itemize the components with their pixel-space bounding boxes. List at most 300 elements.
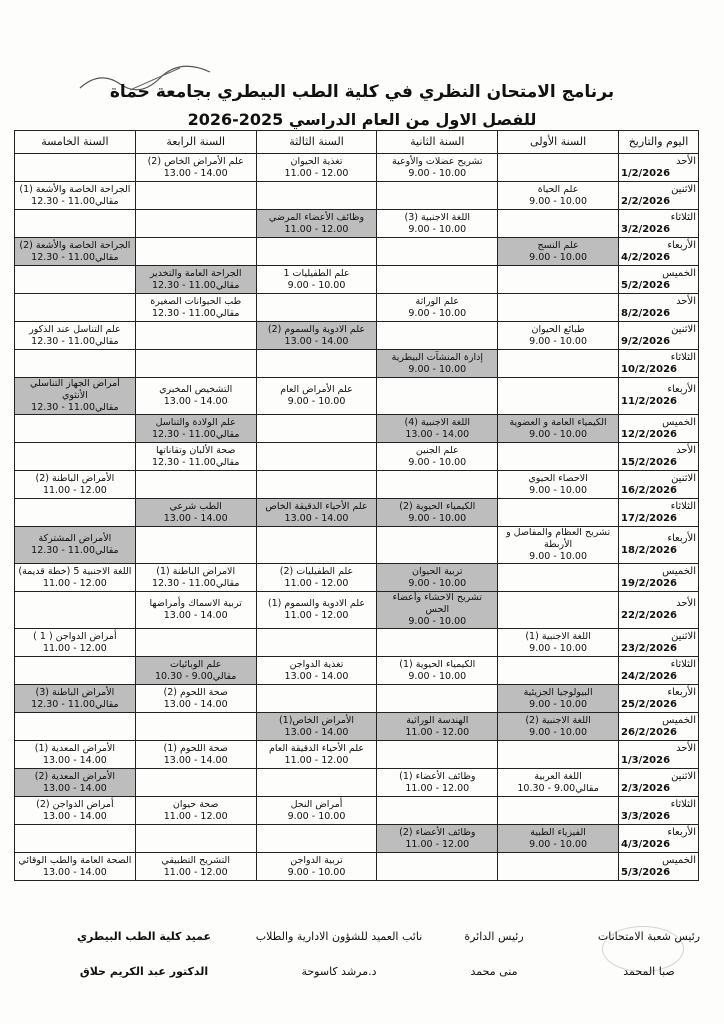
exam-date: 9/2/2026 [620, 335, 671, 347]
exam-subject: علم الأمراض العام [280, 384, 353, 395]
exam-cell-year-5 [15, 294, 136, 322]
table-row [15, 415, 699, 443]
day-name: الاثنين [671, 183, 696, 195]
signature-dept-head [444, 930, 544, 978]
exam-cell-year-2 [377, 471, 498, 499]
exam-date: 1/2/2026 [620, 167, 671, 179]
day-date-cell [618, 564, 698, 592]
exam-time: مقالي11.00 - 12.30 [31, 251, 119, 263]
exam-time: 14.00 - 13.00 [163, 610, 228, 621]
exam-cell-year-4 [135, 527, 256, 564]
header-year-5: السنة الخامسة [15, 131, 136, 154]
exam-cell-year-5 [15, 685, 136, 713]
exam-subject: تربية الدواجن [290, 854, 343, 866]
exam-time: 12.00 - 11.00 [42, 642, 107, 654]
table-row [15, 266, 699, 294]
exam-cell-year-5 [15, 238, 136, 266]
exam-time: 14.00 - 13.00 [163, 167, 228, 179]
exam-time: 12.00 - 11.00 [163, 866, 228, 878]
exam-time: مقالي11.00 - 12.30 [31, 402, 119, 413]
day-date-cell [618, 499, 698, 527]
header-year-2: السنة الثانية [377, 131, 498, 154]
exam-cell-year-2 [377, 825, 498, 853]
exam-cell-year-3 [256, 378, 377, 415]
day-name: الخميس [662, 714, 696, 726]
exam-cell-year-4 [135, 499, 256, 527]
exam-subject: الجراحة الخاصة والأشعة (1) [19, 183, 131, 195]
exam-cell-year-2 [377, 657, 498, 685]
exam-date: 15/2/2026 [620, 456, 677, 468]
exam-time: 10.00 - 9.00 [529, 726, 587, 738]
exam-cell-year-4 [135, 713, 256, 741]
exam-cell-year-3 [256, 769, 377, 797]
day-name: الاثنين [671, 472, 696, 484]
exam-subject: علم الوراثة [415, 295, 460, 307]
exam-time: 14.00 - 13.00 [163, 396, 228, 407]
day-name: الأربعاء [667, 686, 696, 698]
day-date-cell [618, 182, 698, 210]
exam-cell-year-4 [135, 294, 256, 322]
day-date-cell [618, 657, 698, 685]
exam-cell-year-3 [256, 210, 377, 238]
exam-cell-year-4 [135, 825, 256, 853]
exam-cell-year-3 [256, 685, 377, 713]
exam-cell-year-5 [15, 350, 136, 378]
table-row [15, 378, 699, 415]
header-year-1: السنة الأولى [498, 131, 619, 154]
table-row [15, 350, 699, 378]
exam-date: 25/2/2026 [620, 698, 677, 710]
exam-cell-year-5 [15, 592, 136, 629]
day-name: الاثنين [671, 323, 696, 335]
day-date-cell [618, 378, 698, 415]
exam-subject: اللغة العربية [534, 770, 582, 782]
exam-cell-year-3 [256, 238, 377, 266]
exam-subject: تشريح عضلات والأوعية [392, 155, 483, 167]
day-name: الأحد [676, 742, 696, 754]
exam-time: 14.00 - 13.00 [405, 428, 470, 440]
exam-subject: الأمراض المعدية (2) [34, 770, 116, 782]
exam-subject: وظائف الأعضاء (2) [399, 826, 476, 838]
day-name: الأحد [676, 444, 696, 456]
day-date-cell [618, 527, 698, 564]
exam-cell-year-3 [256, 350, 377, 378]
exam-time: 12.00 - 11.00 [405, 838, 470, 850]
day-date-cell [618, 713, 698, 741]
day-name: الخميس [662, 416, 696, 428]
day-name: الخميس [662, 565, 696, 577]
exam-cell-year-1 [498, 154, 619, 182]
exam-cell-year-5 [15, 797, 136, 825]
exam-cell-year-5 [15, 741, 136, 769]
exam-date: 24/2/2026 [620, 670, 677, 682]
day-name: الأحد [676, 598, 696, 609]
exam-subject: علم الحياة [537, 183, 579, 195]
exam-subject: وظائف الأعضاء (1) [399, 770, 476, 782]
exam-subject: تغذية الدواجن [289, 658, 344, 670]
exam-subject: علم الطفيليات 1 [283, 267, 350, 279]
exam-subject: تربية الحيوان [412, 565, 463, 577]
exam-time: 10.00 - 9.00 [408, 307, 467, 319]
exam-subject: الأمراض الباطنة (3) [35, 686, 115, 698]
exam-time: 10.00 - 9.00 [529, 698, 587, 710]
exam-subject: الامراض الباطنة (1) [156, 565, 236, 577]
exams-head-title: رئيس شعبة الامتحانات [597, 930, 701, 943]
table-row [15, 769, 699, 797]
exam-date: 4/2/2026 [620, 251, 671, 263]
exam-time: 10.00 - 9.00 [529, 335, 587, 347]
day-name: الثلاثاء [670, 500, 696, 512]
exam-cell-year-3 [256, 592, 377, 629]
exam-cell-year-2 [377, 797, 498, 825]
exam-cell-year-2 [377, 564, 498, 592]
table-row [15, 210, 699, 238]
day-date-cell [618, 741, 698, 769]
table-row [15, 182, 699, 210]
exam-subject: تشريح العظام والمفاصل و الأربطة [506, 527, 611, 550]
day-date-cell [618, 238, 698, 266]
table-row [15, 741, 699, 769]
exam-time: 10.00 - 9.00 [287, 866, 346, 878]
day-date-cell [618, 266, 698, 294]
header-year-4: السنة الرابعة [135, 131, 256, 154]
table-row [15, 685, 699, 713]
exam-subject: تشريح الاحشاء وأعضاء الحس [392, 592, 483, 615]
exam-time: 14.00 - 13.00 [284, 512, 349, 524]
exam-time: 14.00 - 13.00 [42, 754, 107, 766]
exam-cell-year-2 [377, 685, 498, 713]
exam-date: 11/2/2026 [620, 396, 677, 407]
exam-subject: التشخيص المخبري [159, 384, 233, 395]
table-row [15, 294, 699, 322]
exam-subject: طب الحيوانات الصغيرة [150, 295, 242, 307]
exam-subject: علم الوبائيات [169, 658, 222, 670]
schedule-body [15, 154, 699, 881]
exam-date: 2/3/2026 [620, 782, 671, 794]
exam-cell-year-3 [256, 294, 377, 322]
exam-subject: الكيمياء الحيوية (2) [399, 500, 476, 512]
exam-cell-year-2 [377, 741, 498, 769]
day-date-cell [618, 210, 698, 238]
exam-cell-year-1 [498, 527, 619, 564]
exam-subject: إدارة المنشآت البيطرية [391, 351, 483, 363]
exam-time: 10.00 - 9.00 [529, 251, 587, 263]
exam-subject: الأمراض المشتركة [38, 533, 112, 544]
table-row [15, 238, 699, 266]
dean-name: الدكتور عبد الكريم حلاق [79, 965, 209, 978]
exam-cell-year-1 [498, 499, 619, 527]
exam-cell-year-5 [15, 853, 136, 881]
exam-cell-year-4 [135, 797, 256, 825]
day-date-cell [618, 797, 698, 825]
day-name: الاثنين [671, 770, 696, 782]
day-date-cell [618, 769, 698, 797]
exam-date: 17/2/2026 [620, 512, 677, 524]
day-date-cell [618, 629, 698, 657]
day-date-cell [618, 853, 698, 881]
exam-date: 16/2/2026 [620, 484, 677, 496]
exam-subject: الكيمياء العامة و العضوية [509, 416, 607, 428]
exam-cell-year-1 [498, 564, 619, 592]
exam-time: 12.00 - 11.00 [42, 484, 107, 496]
exam-time: 12.00 - 11.00 [42, 577, 107, 589]
day-name: الأحد [676, 295, 696, 307]
exam-cell-year-4 [135, 657, 256, 685]
exam-time: مقالي11.00 - 12.30 [151, 577, 240, 589]
day-date-cell [618, 685, 698, 713]
table-row [15, 471, 699, 499]
exam-cell-year-5 [15, 527, 136, 564]
table-row [15, 713, 699, 741]
exam-cell-year-3 [256, 322, 377, 350]
exam-subject: طبائع الحيوان [531, 323, 585, 335]
day-name: الأربعاء [667, 384, 696, 395]
exam-subject: البيولوجيا الجزيئية [523, 686, 593, 698]
exam-time: 14.00 - 13.00 [42, 866, 107, 878]
day-date-cell [618, 825, 698, 853]
table-row [15, 629, 699, 657]
exam-cell-year-3 [256, 657, 377, 685]
exam-cell-year-4 [135, 182, 256, 210]
exam-time: 10.00 - 9.00 [408, 456, 467, 468]
exam-time: 10.00 - 9.00 [529, 484, 587, 496]
exam-time: 10.00 - 9.00 [287, 810, 346, 822]
exam-subject: التشريح التطبيقي [161, 854, 230, 866]
exam-time: 10.00 - 9.00 [408, 167, 467, 179]
exam-date: 8/2/2026 [620, 307, 671, 319]
exam-cell-year-4 [135, 564, 256, 592]
exam-cell-year-2 [377, 527, 498, 564]
vice-dean-title: نائب العميد للشؤون الادارية والطلاب [255, 930, 423, 943]
exam-cell-year-3 [256, 713, 377, 741]
exam-time: مقالي11.00 - 12.30 [31, 195, 119, 207]
exam-cell-year-2 [377, 378, 498, 415]
exam-time: مقالي9.00 - 10.30 [517, 782, 599, 794]
exam-cell-year-1 [498, 825, 619, 853]
exam-subject: اللغة الاجنبية (3) [404, 211, 471, 223]
exam-cell-year-5 [15, 499, 136, 527]
exam-cell-year-1 [498, 350, 619, 378]
exam-time: مقالي11.00 - 12.30 [151, 279, 240, 291]
exam-cell-year-1 [498, 741, 619, 769]
day-date-cell [618, 322, 698, 350]
day-name: الثلاثاء [670, 658, 696, 670]
exam-cell-year-2 [377, 210, 498, 238]
exam-time: مقالي9.00 - 10.30 [154, 670, 237, 682]
exam-time: 14.00 - 13.00 [163, 754, 228, 766]
exam-subject: صحة حيوان [172, 798, 219, 810]
exam-date: 5/3/2026 [620, 866, 671, 878]
exam-cell-year-1 [498, 685, 619, 713]
exam-time: مقالي11.00 - 12.30 [31, 545, 119, 556]
exam-time: 12.00 - 11.00 [284, 167, 349, 179]
exam-cell-year-2 [377, 154, 498, 182]
day-name: الاثنين [671, 630, 696, 642]
exam-time: 14.00 - 13.00 [42, 782, 107, 794]
table-row [15, 154, 699, 182]
signature-footer [0, 930, 724, 1020]
exam-cell-year-4 [135, 378, 256, 415]
exam-subject: أمراض الدواجن ( 1 ) [33, 630, 117, 642]
exam-date: 18/2/2026 [620, 545, 677, 556]
exam-schedule-table [14, 130, 699, 881]
exam-cell-year-1 [498, 657, 619, 685]
day-date-cell [618, 154, 698, 182]
exam-cell-year-4 [135, 629, 256, 657]
exam-cell-year-4 [135, 443, 256, 471]
table-row [15, 853, 699, 881]
exam-cell-year-1 [498, 378, 619, 415]
table-row [15, 527, 699, 564]
exam-cell-year-5 [15, 713, 136, 741]
exam-cell-year-1 [498, 471, 619, 499]
table-row [15, 657, 699, 685]
exam-subject: وظائف الأعضاء المرضي [268, 211, 365, 223]
exam-cell-year-5 [15, 322, 136, 350]
exam-subject: علم الادوية والسموم (1) [267, 598, 366, 609]
exam-subject: الطب شرعي [169, 500, 222, 512]
exam-subject: اللغة الاجنبية (1) [525, 630, 591, 642]
exam-subject: الأمراض المعدية (1) [34, 742, 116, 754]
day-date-cell [618, 592, 698, 629]
exam-cell-year-4 [135, 685, 256, 713]
exam-subject: الصحة العامة والطب الوقائي [18, 854, 132, 866]
exam-cell-year-5 [15, 154, 136, 182]
exam-date: 2/2/2026 [620, 195, 671, 207]
exam-time: 10.00 - 9.00 [408, 670, 467, 682]
exam-time: 10.00 - 9.00 [529, 195, 587, 207]
exam-date: 3/2/2026 [620, 223, 671, 235]
exam-subject: تغذية الحيوان [290, 155, 343, 167]
exam-cell-year-2 [377, 350, 498, 378]
exam-subject: صحة الألبان وتقاناتها [155, 444, 236, 456]
exam-subject: تربية الاسماك وأمراضها [149, 598, 242, 609]
exam-cell-year-2 [377, 499, 498, 527]
exam-time: 10.00 - 9.00 [529, 838, 587, 850]
exam-cell-year-4 [135, 210, 256, 238]
exam-cell-year-4 [135, 266, 256, 294]
exam-cell-year-3 [256, 629, 377, 657]
exam-time: 12.00 - 11.00 [284, 754, 349, 766]
exam-subject: الجراحة الخاصة والأشعة (2) [19, 239, 131, 251]
exam-subject: أمراض الدواجن (2) [36, 798, 114, 810]
header-year-3: السنة الثالثة [256, 131, 377, 154]
day-name: الأحد [676, 155, 696, 167]
exam-cell-year-5 [15, 657, 136, 685]
exam-subject: صحة اللحوم (2) [163, 686, 228, 698]
exam-date: 3/3/2026 [620, 810, 671, 822]
exam-cell-year-2 [377, 182, 498, 210]
exam-time: 10.00 - 9.00 [287, 279, 346, 291]
exam-cell-year-3 [256, 182, 377, 210]
exam-cell-year-2 [377, 629, 498, 657]
exam-cell-year-1 [498, 415, 619, 443]
exam-cell-year-3 [256, 443, 377, 471]
exam-time: 10.00 - 9.00 [408, 616, 467, 627]
day-name: الأربعاء [667, 533, 696, 544]
exam-cell-year-3 [256, 825, 377, 853]
exam-date: 19/2/2026 [620, 577, 677, 589]
exam-cell-year-2 [377, 266, 498, 294]
exam-subject: علم الطفيليات (2) [279, 565, 354, 577]
day-name: الثلاثاء [670, 798, 696, 810]
exam-cell-year-3 [256, 471, 377, 499]
day-name: الخميس [662, 854, 696, 866]
exam-cell-year-1 [498, 294, 619, 322]
exam-subject: الأمراض الباطنة (2) [35, 472, 115, 484]
exam-cell-year-3 [256, 527, 377, 564]
exam-cell-year-4 [135, 238, 256, 266]
exam-date: 4/3/2026 [620, 838, 671, 850]
schedule-title: برنامج الامتحان النظري في كلية الطب البيطري بجامعة حماة [109, 82, 615, 102]
exam-date: 1/3/2026 [620, 754, 671, 766]
exam-date: 12/2/2026 [620, 428, 677, 440]
exam-cell-year-5 [15, 182, 136, 210]
exam-cell-year-4 [135, 154, 256, 182]
exam-time: مقالي11.00 - 12.30 [151, 307, 240, 319]
day-name: الأربعاء [667, 826, 696, 838]
exam-date: 22/2/2026 [620, 610, 677, 621]
exam-subject: الاحصاء الحيوي [528, 472, 588, 484]
exam-cell-year-3 [256, 564, 377, 592]
exam-time: مقالي11.00 - 12.30 [151, 456, 240, 468]
exam-time: 10.00 - 9.00 [287, 396, 346, 407]
exam-time: 12.00 - 11.00 [284, 223, 349, 235]
exam-cell-year-4 [135, 471, 256, 499]
day-date-cell [618, 350, 698, 378]
exam-time: 10.00 - 9.00 [408, 577, 467, 589]
exam-cell-year-5 [15, 769, 136, 797]
exam-cell-year-3 [256, 154, 377, 182]
exam-time: مقالي11.00 - 12.30 [31, 698, 119, 710]
exams-head-name: صبا المحمد [623, 965, 675, 978]
day-name: الخميس [662, 267, 696, 279]
exam-cell-year-3 [256, 499, 377, 527]
exam-cell-year-4 [135, 350, 256, 378]
table-row [15, 825, 699, 853]
exam-time: 14.00 - 13.00 [163, 698, 228, 710]
exam-cell-year-4 [135, 769, 256, 797]
exam-cell-year-3 [256, 266, 377, 294]
exam-cell-year-2 [377, 415, 498, 443]
table-row [15, 797, 699, 825]
day-name: الأربعاء [667, 239, 696, 251]
table-row [15, 592, 699, 629]
exam-date: 26/2/2026 [620, 726, 677, 738]
exam-cell-year-2 [377, 769, 498, 797]
exam-subject: علم الادوية والسموم (2) [267, 323, 366, 335]
exam-time: 14.00 - 13.00 [284, 726, 349, 738]
day-name: الثلاثاء [670, 351, 696, 363]
exam-cell-year-3 [256, 741, 377, 769]
exam-time: 14.00 - 13.00 [284, 335, 349, 347]
header-day-date: اليوم والتاريخ [618, 131, 698, 154]
exam-cell-year-1 [498, 769, 619, 797]
exam-cell-year-1 [498, 266, 619, 294]
exam-date: 10/2/2026 [620, 363, 677, 375]
exam-time: 12.00 - 11.00 [163, 810, 228, 822]
exam-time: مقالي11.00 - 12.30 [31, 335, 119, 347]
table-header-row [15, 131, 699, 154]
exam-time: 14.00 - 13.00 [163, 512, 228, 524]
day-date-cell [618, 294, 698, 322]
exam-cell-year-5 [15, 415, 136, 443]
schedule-subtitle: للفصل الاول من العام الدراسي 2025-2026 [187, 110, 537, 129]
day-date-cell [618, 471, 698, 499]
exam-cell-year-2 [377, 443, 498, 471]
exam-cell-year-2 [377, 713, 498, 741]
exam-cell-year-5 [15, 564, 136, 592]
